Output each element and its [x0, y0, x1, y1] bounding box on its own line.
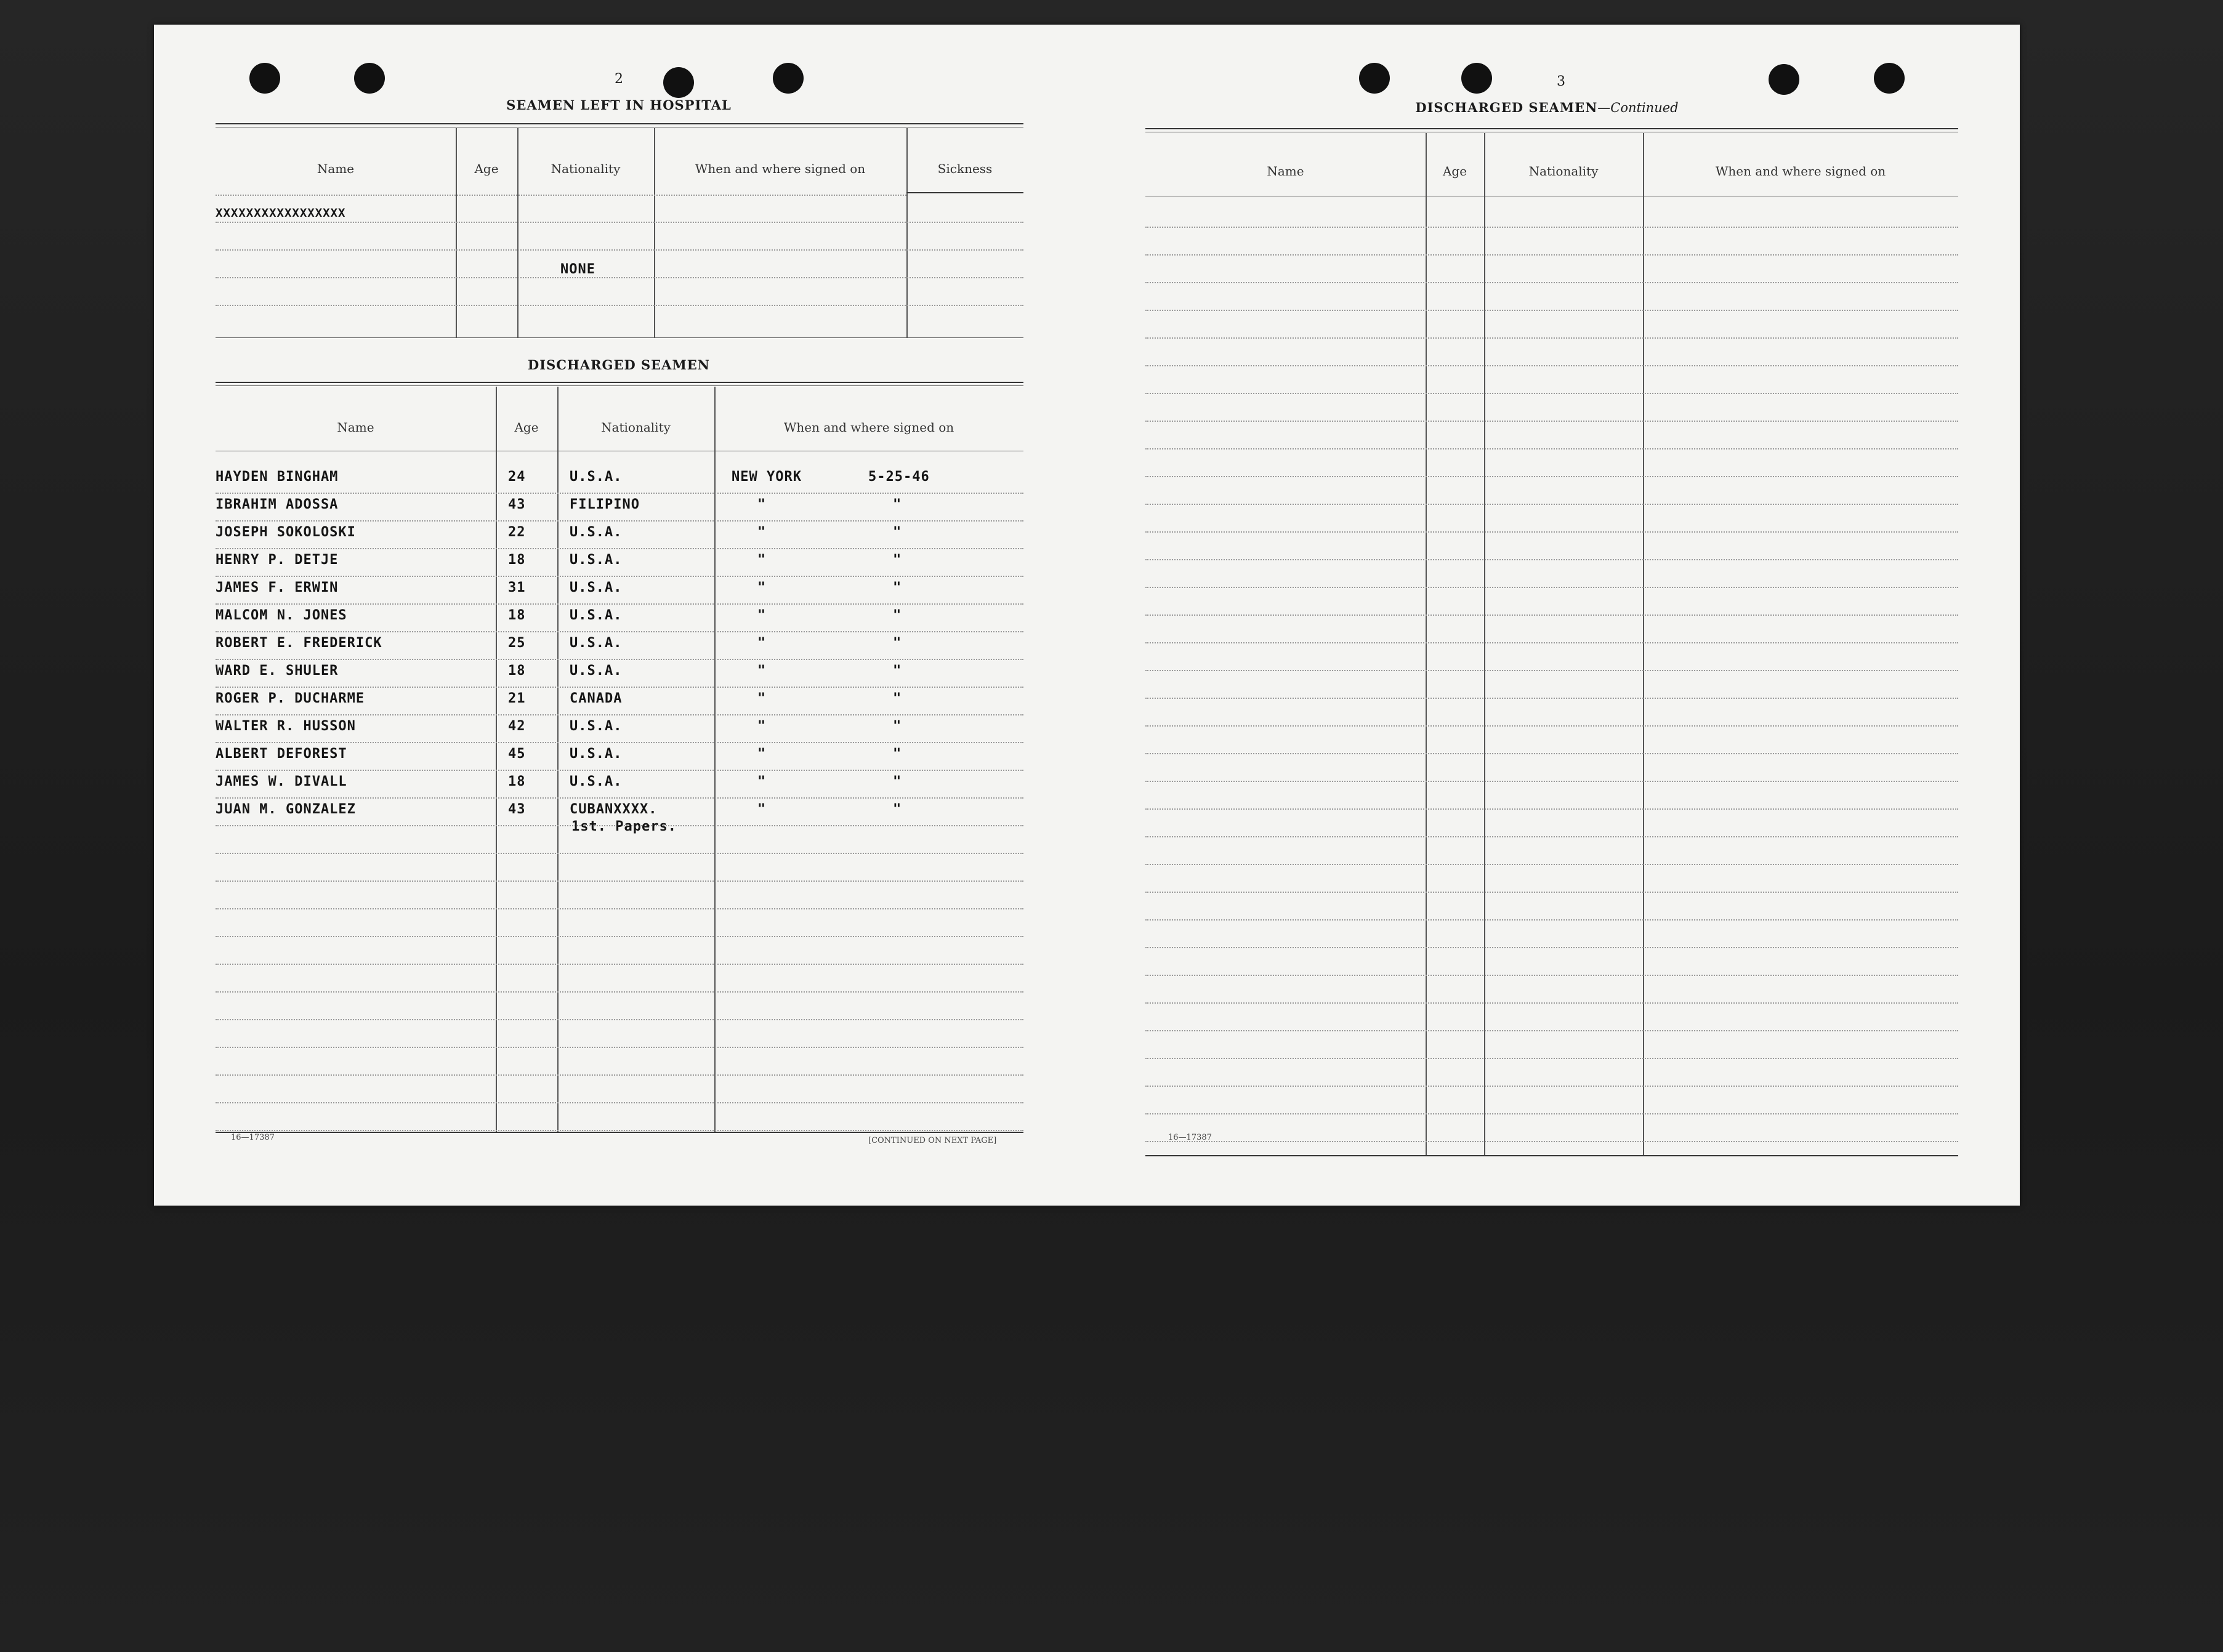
seaman-age: 24	[508, 469, 526, 485]
seaman-nationality: U.S.A.	[570, 774, 623, 789]
row-divider	[1145, 975, 1958, 976]
row-divider	[1145, 836, 1958, 837]
seaman-nationality: CUBANXXXX.	[570, 802, 658, 817]
signed-on-place: "	[757, 719, 767, 734]
row-divider	[216, 1102, 1023, 1103]
seaman-nationality: CANADA	[570, 691, 623, 706]
row-divider	[1145, 1113, 1958, 1114]
signed-on-place: "	[757, 580, 767, 595]
hospital-none-note: NONE	[560, 262, 595, 277]
discharged-table	[216, 382, 1023, 1158]
seaman-name: WARD E. SHULER	[216, 663, 339, 679]
seaman-age: 43	[508, 497, 526, 512]
row-divider	[216, 576, 1023, 577]
row-divider	[216, 880, 1023, 882]
seaman-name: ROBERT E. FREDERICK	[216, 635, 382, 651]
signed-on-place: "	[757, 802, 767, 817]
table-row	[216, 662, 1023, 690]
seaman-nationality: U.S.A.	[570, 635, 623, 651]
document-sheet	[154, 25, 2020, 1206]
row-divider	[1145, 670, 1958, 671]
signed-on-date: "	[893, 552, 902, 568]
discharged-header-nationality: Nationality	[601, 420, 671, 435]
form-number: 16—17387	[1168, 1133, 1212, 1142]
continued-note: [CONTINUED ON NEXT PAGE]	[868, 1136, 997, 1145]
seaman-age: 18	[508, 608, 526, 623]
hospital-header-age: Age	[474, 161, 499, 176]
hospital-table	[216, 123, 1023, 365]
row-divider	[1145, 864, 1958, 865]
row-divider	[1145, 254, 1958, 256]
seaman-nationality: U.S.A.	[570, 525, 623, 540]
seaman-age: 25	[508, 635, 526, 651]
signed-on-place: "	[757, 663, 767, 679]
row-divider	[1145, 753, 1958, 754]
signed-on-date: "	[893, 719, 902, 734]
row-divider	[216, 493, 1023, 494]
row-divider	[1145, 892, 1958, 893]
row-divider	[216, 520, 1023, 522]
row-divider	[1145, 476, 1958, 477]
row-divider	[216, 631, 1023, 632]
row-divider	[1145, 947, 1958, 948]
right-page	[1085, 25, 2020, 1206]
row-divider	[216, 853, 1023, 854]
seaman-nationality: U.S.A.	[570, 580, 623, 595]
hospital-header-nationality: Nationality	[551, 161, 621, 176]
row-divider	[1145, 559, 1958, 560]
row-divider	[1145, 808, 1958, 810]
row-divider	[1145, 725, 1958, 727]
row-divider	[1145, 587, 1958, 588]
seaman-age: 18	[508, 663, 526, 679]
signed-on-date: "	[893, 774, 902, 789]
signed-on-place: NEW YORK	[732, 469, 802, 485]
table-row	[216, 551, 1023, 579]
seaman-name: JAMES F. ERWIN	[216, 580, 339, 595]
row-divider	[1145, 1058, 1958, 1059]
row-divider	[1145, 282, 1958, 283]
row-divider	[216, 548, 1023, 549]
table-row	[216, 745, 1023, 773]
row-divider	[1145, 642, 1958, 643]
row-divider	[1145, 1086, 1958, 1087]
row-divider	[216, 991, 1023, 993]
table-row	[216, 496, 1023, 523]
row-divider	[1145, 393, 1958, 394]
right-header-name: Name	[1267, 164, 1304, 179]
seaman-name: IBRAHIM ADOSSA	[216, 497, 339, 512]
table-row	[216, 523, 1023, 551]
signed-on-date: "	[893, 497, 902, 512]
row-divider	[216, 1130, 1023, 1131]
row-divider	[216, 1074, 1023, 1076]
row-divider	[1145, 1141, 1958, 1142]
seaman-nationality: U.S.A.	[570, 719, 623, 734]
table-row	[216, 579, 1023, 606]
seaman-name: ALBERT DEFOREST	[216, 746, 347, 762]
row-divider	[1145, 781, 1958, 782]
signed-on-date: "	[893, 663, 902, 679]
row-divider	[216, 1019, 1023, 1020]
first-papers-note: 1st. Papers.	[571, 819, 677, 834]
seaman-age: 21	[508, 691, 526, 706]
discharged-header-age: Age	[514, 420, 539, 435]
signed-on-place: "	[757, 552, 767, 568]
table-row	[216, 717, 1023, 745]
signed-on-date: "	[893, 746, 902, 762]
seaman-name: HAYDEN BINGHAM	[216, 469, 339, 485]
table-row	[216, 468, 1023, 496]
row-divider	[216, 770, 1023, 771]
signed-on-date: "	[893, 608, 902, 623]
seaman-name: MALCOM N. JONES	[216, 608, 347, 623]
row-divider	[216, 1047, 1023, 1048]
row-divider	[216, 659, 1023, 660]
seaman-age: 43	[508, 802, 526, 817]
seaman-nationality: FILIPINO	[570, 497, 640, 512]
signed-on-date: "	[893, 525, 902, 540]
seaman-age: 45	[508, 746, 526, 762]
discharged-continued-title	[1331, 100, 1762, 115]
right-header-signed-on: When and where signed on	[1715, 164, 1886, 179]
row-divider	[216, 742, 1023, 743]
table-row	[216, 773, 1023, 800]
signed-on-place: "	[757, 635, 767, 651]
left-page	[154, 25, 1041, 1206]
row-divider	[216, 797, 1023, 799]
seaman-nationality: U.S.A.	[570, 608, 623, 623]
discharged-continued-table	[1145, 128, 1958, 1162]
hospital-section-title: SEAMEN LEFT IN HOSPITAL	[506, 97, 732, 113]
hospital-header-sickness: Sickness	[937, 161, 993, 176]
right-header-nationality: Nationality	[1528, 164, 1599, 179]
signed-on-place: "	[757, 774, 767, 789]
title-text: DISCHARGED SEAMEN	[1415, 100, 1598, 115]
signed-on-place: "	[757, 525, 767, 540]
row-divider	[1145, 1030, 1958, 1031]
signed-on-date: "	[893, 635, 902, 651]
seaman-nationality: U.S.A.	[570, 746, 623, 762]
row-divider	[1145, 227, 1958, 228]
table-row	[216, 690, 1023, 717]
seaman-age: 18	[508, 774, 526, 789]
row-divider	[1145, 365, 1958, 366]
seaman-age: 31	[508, 580, 526, 595]
seaman-name: WALTER R. HUSSON	[216, 719, 356, 734]
seaman-name: ROGER P. DUCHARME	[216, 691, 365, 706]
signed-on-date: "	[893, 802, 902, 817]
signed-on-place: "	[757, 746, 767, 762]
signed-on-place: "	[757, 608, 767, 623]
seaman-nationality: U.S.A.	[570, 552, 623, 568]
seaman-name: JOSEPH SOKOLOSKI	[216, 525, 356, 540]
signed-on-date: "	[893, 691, 902, 706]
row-divider	[1145, 919, 1958, 921]
row-divider	[216, 908, 1023, 909]
seaman-name: JUAN M. GONZALEZ	[216, 802, 356, 817]
discharged-section-title: DISCHARGED SEAMEN	[528, 357, 710, 373]
table-row	[216, 634, 1023, 662]
form-number: 16—17387	[231, 1133, 275, 1142]
struck-entry: XXXXXXXXXXXXXXXXX	[216, 206, 346, 220]
row-divider	[1145, 337, 1958, 339]
row-divider	[1145, 504, 1958, 505]
row-divider	[1145, 1002, 1958, 1004]
discharged-header-signed-on: When and where signed on	[783, 420, 954, 435]
seaman-name: JAMES W. DIVALL	[216, 774, 347, 789]
right-header-age: Age	[1442, 164, 1467, 179]
row-divider	[1145, 614, 1958, 616]
row-divider	[1145, 531, 1958, 533]
signed-on-place: "	[757, 497, 767, 512]
page-number: 2	[615, 71, 623, 87]
seaman-name: HENRY P. DETJE	[216, 552, 339, 568]
row-divider	[1145, 448, 1958, 449]
row-divider	[1145, 421, 1958, 422]
row-divider	[1145, 310, 1958, 311]
row-divider	[216, 687, 1023, 688]
row-divider	[216, 964, 1023, 965]
row-divider	[216, 714, 1023, 715]
seaman-age: 18	[508, 552, 526, 568]
hospital-header-name: Name	[317, 161, 355, 176]
row-divider	[216, 603, 1023, 605]
page-number: 3	[1557, 74, 1565, 89]
seaman-nationality: U.S.A.	[570, 663, 623, 679]
seaman-nationality: U.S.A.	[570, 469, 623, 485]
signed-on-place: "	[757, 691, 767, 706]
signed-on-date: 5-25-46	[868, 469, 930, 485]
hospital-header-signed-on: When and where signed on	[695, 161, 866, 176]
signed-on-date: "	[893, 580, 902, 595]
row-divider	[1145, 698, 1958, 699]
discharged-header-name: Name	[337, 420, 374, 435]
row-divider	[216, 936, 1023, 937]
title-cont: —Continued	[1597, 100, 1679, 115]
seaman-age: 42	[508, 719, 526, 734]
seaman-age: 22	[508, 525, 526, 540]
table-row	[216, 606, 1023, 634]
